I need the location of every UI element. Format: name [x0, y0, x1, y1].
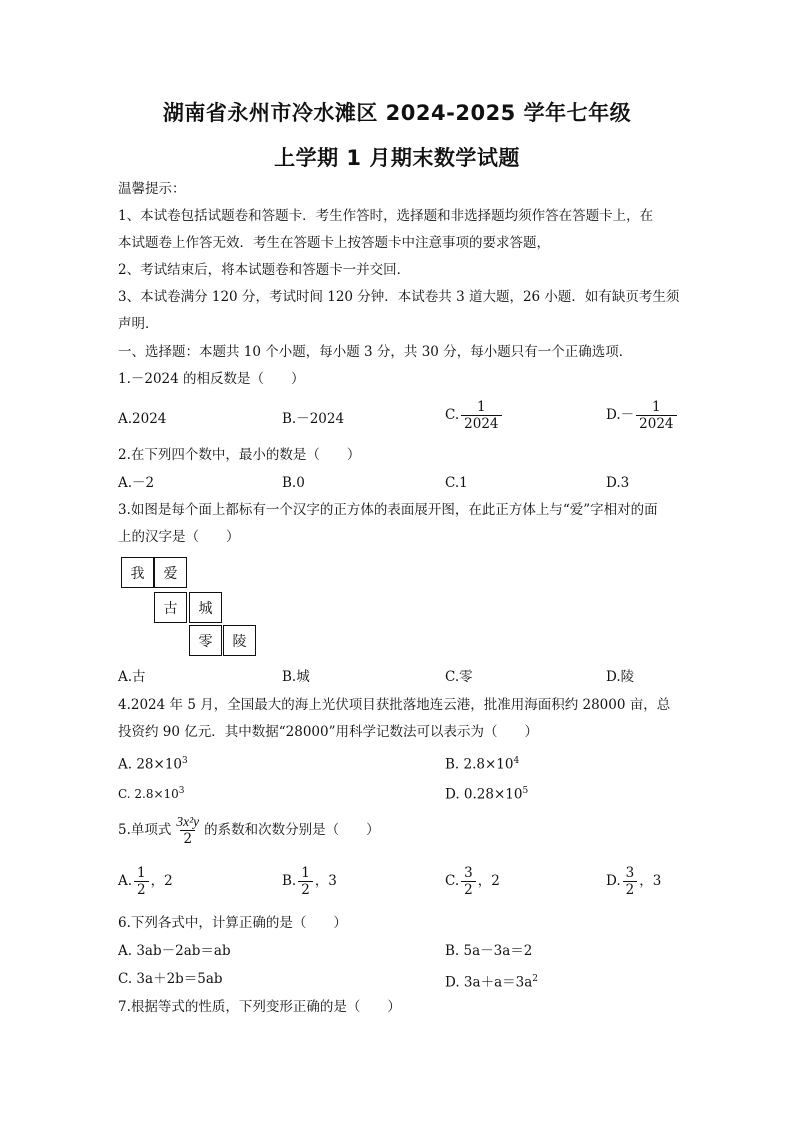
question-4-option-d: D. $0.28\times 10^5$: [445, 786, 529, 803]
notice-item-3b: 声明．: [118, 316, 159, 332]
question-4-option-a: A. $28\times 10^3$: [118, 756, 188, 773]
question-6-option-b: B. 5a－3a＝2: [445, 943, 533, 959]
question-1-option-a: A.2024: [118, 411, 167, 427]
question-5-option-d: D. $\frac{3}{2}$ ，3: [606, 865, 662, 898]
question-2-option-d: D.3: [606, 475, 630, 491]
cube-net-face: 爱: [154, 557, 187, 588]
notice-heading: 温馨提示：: [118, 181, 186, 197]
question-3-option-d: D.陵: [606, 669, 635, 685]
question-6-option-a: A. 3ab－2ab＝ab: [118, 943, 231, 959]
cube-net-face: 陵: [223, 625, 256, 656]
question-5-option-c: C. $\frac{3}{2}$ ，2: [445, 865, 500, 898]
question-2-option-a: A.－2: [118, 475, 155, 491]
question-4-stem-2: 投资约 90 亿元．其中数据“28000”用科学记数法可以表示为（ ）: [118, 724, 539, 740]
notice-item-2: 2、考试结束后，将本试题卷和答题卡一并交回．: [118, 262, 411, 278]
question-3-stem-1: 3.如图是每个面上都标有一个汉字的正方体的表面展开图，在此正方体上与“爱”字相对的面: [118, 502, 658, 518]
question-4-option-c: C. $2.8\times 10^3$: [118, 786, 185, 801]
question-6-option-d: D. $3a+a=3a^2$: [445, 974, 538, 991]
notice-item-1b: 本试题卷上作答无效．考生在答题卡上按答题卡中注意事项的要求答题，: [118, 235, 550, 251]
question-5-stem: 5.单项式 $\frac{\text{3x²y}}{2}$ 的系数和次数分别是（ ）: [118, 814, 380, 847]
question-5-option-a: A. $\frac{1}{2}$ ，2: [118, 865, 173, 898]
page-title-line2: 上学期 1 月期末数学试题: [274, 146, 520, 170]
question-4-stem-1: 4.2024 年 5 月，全国最大的海上光伏项目获批落地连云港，批准用海面积约 28000 亩，总: [118, 697, 671, 713]
cube-net-face: 城: [189, 592, 222, 623]
question-7-stem: 7.根据等式的性质，下列变形正确的是（ ）: [118, 999, 401, 1015]
notice-item-3a: 3、本试卷满分 120 分，考试时间 120 分钟．本试卷共 3 道大题，26 小题．如有缺页考生须: [118, 289, 680, 305]
question-1-option-d: D.－ $\frac{1}{2024}$: [606, 399, 679, 432]
section-heading: 一、选择题：本题共 10 个小题，每小题 3 分，共 30 分，每小题只有一个正确选项．: [118, 344, 633, 360]
question-1-stem: 1.－2024 的相反数是（ ）: [118, 371, 305, 387]
question-6-option-c: C. 3a＋2b＝5ab: [118, 971, 223, 987]
cube-net-face: 我: [121, 557, 154, 588]
notice-item-1a: 1、本试卷包括试题卷和答题卡．考生作答时，选择题和非选择题均须作答在答题卡上，在: [118, 208, 654, 224]
question-3-stem-2: 上的汉字是（ ）: [118, 529, 240, 545]
question-4-option-b: B. $2.8\times 10^4$: [445, 756, 520, 773]
question-3-option-c: C.零: [445, 669, 473, 685]
question-2-option-b: B.0: [282, 475, 305, 491]
question-3-option-b: B.城: [282, 669, 310, 685]
question-1-option-b: B.－2024: [282, 411, 345, 427]
question-5-option-b: B. $\frac{1}{2}$ ，3: [282, 865, 337, 898]
question-6-stem: 6.下列各式中，计算正确的是（ ）: [118, 915, 347, 931]
question-2-stem: 2.在下列四个数中，最小的数是（ ）: [118, 447, 361, 463]
cube-net-face: 古: [154, 592, 187, 623]
question-2-option-c: C.1: [445, 475, 468, 491]
question-1-option-c: C. $\frac{1}{2024}$: [445, 399, 504, 432]
page-title-line1: 湖南省永州市冷水滩区 2024-2025 学年七年级: [162, 101, 632, 125]
cube-net-face: 零: [189, 625, 222, 656]
question-3-option-a: A.古: [118, 669, 146, 685]
